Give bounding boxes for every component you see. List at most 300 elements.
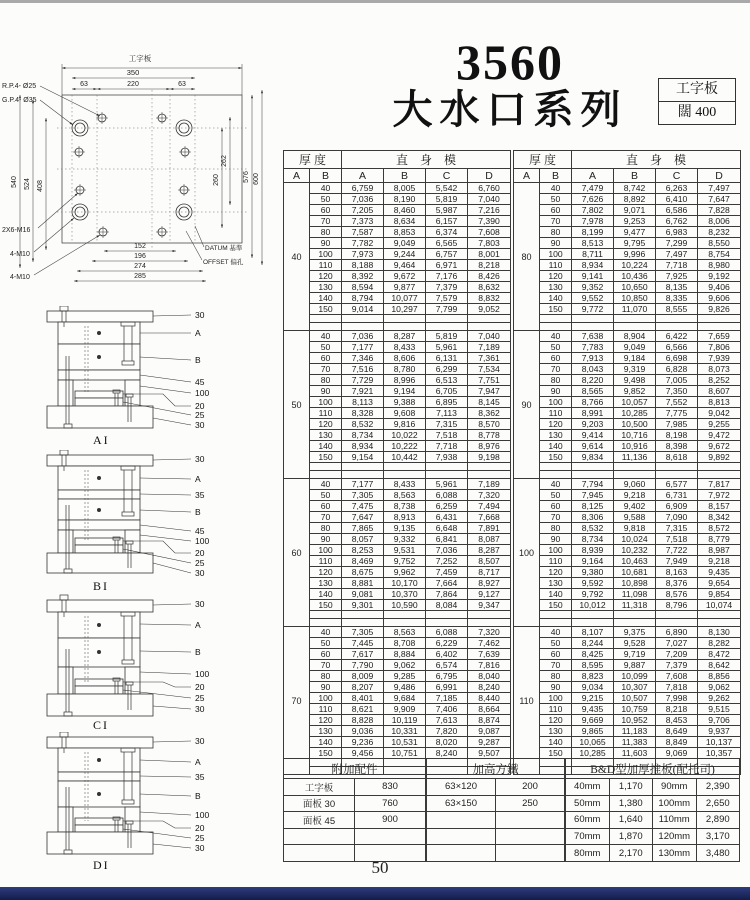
- cell: 10,074: [698, 600, 741, 611]
- col-D: D: [468, 169, 511, 183]
- cell: 100: [540, 693, 572, 704]
- cell: 9,528: [614, 638, 656, 649]
- table-row: [514, 238, 741, 249]
- cell: 10,232: [614, 545, 656, 556]
- cell: 150: [310, 748, 342, 759]
- cell: 7,790: [342, 660, 384, 671]
- cell: 8,145: [468, 397, 511, 408]
- cell: 120: [310, 419, 342, 430]
- cell: 40: [540, 479, 572, 490]
- cell: 7,373: [342, 216, 384, 227]
- cell: 8,073: [698, 364, 741, 375]
- cell: 120: [540, 419, 572, 430]
- cell: 8,335: [656, 293, 698, 304]
- table-row: [566, 828, 740, 845]
- cell: 6,131: [426, 353, 468, 364]
- callout: 45: [195, 526, 205, 536]
- cell: 9,552: [572, 293, 614, 304]
- guide-pin-label: G.P.4- Ø35: [2, 97, 37, 104]
- cell: 110: [310, 260, 342, 271]
- cell: 40: [310, 627, 342, 638]
- cell: 7,459: [426, 567, 468, 578]
- table-row: [514, 375, 741, 386]
- cell: 50: [310, 342, 342, 353]
- cell: 120: [310, 715, 342, 726]
- cell: [496, 845, 565, 862]
- table-row: [514, 386, 741, 397]
- cell: 130: [540, 578, 572, 589]
- table-title: 加高方鐵: [427, 759, 565, 779]
- cell: 6,586: [656, 205, 698, 216]
- cell: 6,760: [468, 183, 511, 194]
- cell: 工字板: [284, 779, 355, 796]
- cell: 7,794: [572, 479, 614, 490]
- section-name: DI: [93, 858, 110, 872]
- callout: 25: [195, 410, 205, 420]
- spacer-row: [284, 463, 511, 471]
- dim-152: 152: [134, 243, 146, 250]
- cell: 7,177: [342, 479, 384, 490]
- cell: 6,229: [426, 638, 468, 649]
- cell: 6,566: [656, 342, 698, 353]
- cell: 7,783: [572, 342, 614, 353]
- table-row: [514, 293, 741, 304]
- table-row: [284, 183, 511, 194]
- cell: 5,819: [426, 331, 468, 342]
- cell: 7,820: [426, 726, 468, 737]
- table-row: [514, 282, 741, 293]
- page-number: 50: [371, 858, 389, 877]
- section-drawing-AI: [25, 306, 270, 451]
- cell: 8,532: [572, 523, 614, 534]
- cell: 6,410: [656, 194, 698, 205]
- cell: 8,043: [572, 364, 614, 375]
- cell: 10,022: [384, 430, 426, 441]
- cell: 9,684: [384, 693, 426, 704]
- callout: 25: [195, 833, 205, 843]
- table-row: [514, 737, 741, 748]
- cell: 7,445: [342, 638, 384, 649]
- cell: 7,209: [656, 649, 698, 660]
- table-row: [284, 556, 511, 567]
- cell: 7,729: [342, 375, 384, 386]
- callout: 35: [195, 772, 205, 782]
- cell: 130: [540, 282, 572, 293]
- callout: 100: [195, 669, 210, 679]
- table-row: [566, 845, 740, 862]
- col-a: A: [514, 169, 540, 183]
- cell: 110: [540, 704, 572, 715]
- table-row: [514, 249, 741, 260]
- cell: 120: [540, 715, 572, 726]
- cell: 8,621: [342, 704, 384, 715]
- cell: 7,315: [656, 523, 698, 534]
- dim-576: 576: [243, 171, 250, 183]
- cell: 9,236: [342, 737, 384, 748]
- cell: 8,282: [698, 638, 741, 649]
- cell: 7,189: [468, 342, 511, 353]
- cell: 9,498: [614, 375, 656, 386]
- section-drawing-BI: [25, 450, 270, 595]
- cell: 1,380: [609, 795, 653, 812]
- cell: 8,632: [468, 282, 511, 293]
- cell: 9,706: [698, 715, 741, 726]
- table-row: [514, 567, 741, 578]
- cell: 7,626: [572, 194, 614, 205]
- cell: 9,164: [572, 556, 614, 567]
- table-row: [284, 364, 511, 375]
- cell: 7,939: [698, 353, 741, 364]
- cell: 130mm: [653, 845, 697, 862]
- cell: 10,531: [384, 737, 426, 748]
- cell: 6,299: [426, 364, 468, 375]
- cell: 8,642: [698, 660, 741, 671]
- callout: 30: [195, 599, 205, 609]
- cell: 8,563: [384, 490, 426, 501]
- cell: 7,390: [468, 216, 511, 227]
- cell: 8,996: [384, 375, 426, 386]
- dim-408: 408: [37, 180, 44, 192]
- cell: 150: [540, 304, 572, 315]
- table-row: [514, 419, 741, 430]
- cell: 8,433: [384, 479, 426, 490]
- cell: 8,220: [572, 375, 614, 386]
- cell: [284, 845, 355, 862]
- cell: 10,850: [614, 293, 656, 304]
- cell: 760: [355, 795, 426, 812]
- table-row: [284, 331, 511, 342]
- cell: 140: [540, 293, 572, 304]
- cell: 6,422: [656, 331, 698, 342]
- cell: 8,433: [384, 342, 426, 353]
- table-row: [566, 795, 740, 812]
- cell: 7,036: [426, 545, 468, 556]
- cell: 110: [310, 556, 342, 567]
- cell: 1,870: [609, 828, 653, 845]
- cell: 9,818: [614, 523, 656, 534]
- callout: 30: [195, 420, 205, 430]
- cell: 9,877: [384, 282, 426, 293]
- cell: 6,648: [426, 523, 468, 534]
- cell: 100: [310, 545, 342, 556]
- cell: 8,780: [384, 364, 426, 375]
- thickness-a-cell: 80: [514, 183, 540, 331]
- cell: 10,650: [614, 282, 656, 293]
- cell: 9,672: [698, 441, 741, 452]
- cell: 9,402: [614, 501, 656, 512]
- cell: 70: [540, 216, 572, 227]
- spacer-row: [514, 323, 741, 331]
- cell: 90: [310, 386, 342, 397]
- cell: 7,497: [698, 183, 741, 194]
- cell: 9,388: [384, 397, 426, 408]
- cell: 40: [540, 183, 572, 194]
- cell: 8,157: [698, 501, 741, 512]
- table-row: [514, 501, 741, 512]
- section-drawing-CI: [25, 594, 270, 736]
- cell: 8,472: [698, 649, 741, 660]
- cell: 10,590: [384, 600, 426, 611]
- table-row: [514, 479, 741, 490]
- table-row: [284, 452, 511, 463]
- table-title: B&D型加厚推板(配托司): [566, 759, 740, 779]
- cell: 10,463: [614, 556, 656, 567]
- cell: 8,779: [698, 534, 741, 545]
- thickness-a-cell: 100: [514, 479, 540, 627]
- cell: 9,486: [384, 682, 426, 693]
- cell: 8,832: [468, 293, 511, 304]
- table-row: [284, 812, 426, 829]
- cell: 8,934: [342, 441, 384, 452]
- cell: 9,592: [572, 578, 614, 589]
- cell: 8,576: [656, 589, 698, 600]
- cell: 10,442: [384, 452, 426, 463]
- cell: 9,049: [614, 342, 656, 353]
- cell: 7,664: [426, 578, 468, 589]
- table-row: [514, 638, 741, 649]
- cell: 80: [540, 671, 572, 682]
- cell: 90: [540, 682, 572, 693]
- cell: 11,183: [614, 726, 656, 737]
- cell: 150: [310, 452, 342, 463]
- cell: 9,034: [572, 682, 614, 693]
- cell: 8,754: [698, 249, 741, 260]
- cell: 10,751: [384, 748, 426, 759]
- bd-thick-plate-table: [565, 758, 740, 862]
- cell: 8,664: [468, 704, 511, 715]
- cell: 90mm: [653, 779, 697, 796]
- cell: 8,005: [384, 183, 426, 194]
- table-row: [284, 638, 511, 649]
- cell: 2,890: [696, 812, 740, 829]
- cell: 7,350: [656, 386, 698, 397]
- cell: 3,170: [696, 828, 740, 845]
- cell: 8,253: [342, 545, 384, 556]
- cell: 150: [310, 600, 342, 611]
- cell: 900: [355, 812, 426, 829]
- cell: 140: [310, 293, 342, 304]
- m16-screws-label: 2X6-M16: [2, 227, 31, 234]
- cell: 6,909: [656, 501, 698, 512]
- cell: 8,426: [468, 271, 511, 282]
- cell: 100mm: [653, 795, 697, 812]
- cell: 9,052: [468, 304, 511, 315]
- cell: [284, 828, 355, 845]
- cell: 10,099: [614, 671, 656, 682]
- cell: 9,285: [384, 671, 426, 682]
- table-row: [514, 600, 741, 611]
- cell: 8,927: [468, 578, 511, 589]
- series-number: 3560: [456, 34, 564, 90]
- table-row: [284, 534, 511, 545]
- cell: 8,218: [656, 704, 698, 715]
- cell: 7,617: [342, 649, 384, 660]
- cell: 9,332: [384, 534, 426, 545]
- cell: 7,305: [342, 490, 384, 501]
- cell: 7,828: [698, 205, 741, 216]
- cell: 7,518: [426, 430, 468, 441]
- cell: [355, 828, 426, 845]
- cell: 8,794: [342, 293, 384, 304]
- cell: 2,390: [696, 779, 740, 796]
- section-name: BI: [93, 579, 109, 593]
- cell: 7,205: [342, 205, 384, 216]
- plate-top-label: 工字板: [128, 54, 152, 63]
- cell: 8,572: [698, 523, 741, 534]
- cell: 10,285: [572, 748, 614, 759]
- cell: 面板 30: [284, 795, 355, 812]
- cell: 8,001: [468, 249, 511, 260]
- callout: 20: [195, 682, 205, 692]
- table-row: [514, 342, 741, 353]
- cell: 8,252: [698, 375, 741, 386]
- section-drawing-DI: [25, 732, 270, 880]
- cell: 9,135: [384, 523, 426, 534]
- table-row: [284, 545, 511, 556]
- cell: 7,925: [656, 271, 698, 282]
- plan-view-drawing: [2, 30, 275, 310]
- table-row: [284, 682, 511, 693]
- table-row: [427, 845, 565, 862]
- cell: 120: [310, 271, 342, 282]
- cell: 8,469: [342, 556, 384, 567]
- cell: 9,014: [342, 304, 384, 315]
- guide-pin-holes: [72, 120, 192, 220]
- m10-screws-label-1: 4-M10: [10, 251, 30, 258]
- cell: 100: [540, 545, 572, 556]
- cell: 9,752: [384, 556, 426, 567]
- cell: 110mm: [653, 812, 697, 829]
- cell: 9,515: [698, 704, 741, 715]
- cell: [427, 828, 496, 845]
- cell: 9,060: [614, 479, 656, 490]
- cell: 7,817: [698, 479, 741, 490]
- table-row: [284, 194, 511, 205]
- cell: 7,799: [426, 304, 468, 315]
- cell: 8,717: [468, 567, 511, 578]
- cell: 10,681: [614, 567, 656, 578]
- cell: 80: [310, 523, 342, 534]
- cell: 8,881: [342, 578, 384, 589]
- cell: 6,991: [426, 682, 468, 693]
- table-row: [284, 353, 511, 364]
- cell: 6,762: [656, 216, 698, 227]
- col-D: D: [698, 169, 741, 183]
- cell: 60: [540, 649, 572, 660]
- cell: 8,376: [656, 578, 698, 589]
- cell: 8,020: [426, 737, 468, 748]
- callout: 35: [195, 490, 205, 500]
- callout: 20: [195, 401, 205, 411]
- return-pin-label: R.P.4- Ø25: [2, 83, 37, 90]
- cell: 7,659: [698, 331, 741, 342]
- cell: 80: [310, 671, 342, 682]
- cell: 9,087: [468, 726, 511, 737]
- cell: 9,608: [384, 408, 426, 419]
- cell: 9,414: [572, 430, 614, 441]
- cell: 50: [310, 638, 342, 649]
- dim-262: 262: [221, 155, 228, 167]
- cell: 9,319: [614, 364, 656, 375]
- cell: 40: [310, 183, 342, 194]
- cell: 9,184: [614, 353, 656, 364]
- cell: 7,090: [656, 512, 698, 523]
- cell: 9,962: [384, 567, 426, 578]
- cell: 8,401: [342, 693, 384, 704]
- dim-260: 260: [213, 174, 220, 186]
- scan-bottom-edge: [0, 887, 750, 900]
- callout: A: [195, 620, 201, 630]
- cell: 8,398: [656, 441, 698, 452]
- cell: 9,464: [384, 260, 426, 271]
- table-row: [514, 304, 741, 315]
- cell: 8,532: [342, 419, 384, 430]
- cell: 9,719: [614, 649, 656, 660]
- cell: 8,084: [426, 600, 468, 611]
- cell: 2,650: [696, 795, 740, 812]
- cell: 9,218: [698, 556, 741, 567]
- table-row: [514, 430, 741, 441]
- cell: 8,987: [698, 545, 741, 556]
- callout: 100: [195, 536, 210, 546]
- table-row: [284, 523, 511, 534]
- table-row: [566, 779, 740, 796]
- cell: 50: [310, 490, 342, 501]
- cell: 7,782: [342, 238, 384, 249]
- cell: 8,823: [572, 671, 614, 682]
- cell: 90: [540, 238, 572, 249]
- cell: 40: [540, 331, 572, 342]
- cell: 9,456: [342, 748, 384, 759]
- cell: 10,500: [614, 419, 656, 430]
- cell: 100: [540, 397, 572, 408]
- cell: 9,937: [698, 726, 741, 737]
- cell: 8,287: [468, 545, 511, 556]
- cell: 7,864: [426, 589, 468, 600]
- cell: 80mm: [566, 845, 610, 862]
- cell: 8,675: [342, 567, 384, 578]
- cell: 8,555: [656, 304, 698, 315]
- cell: 8,240: [426, 748, 468, 759]
- spacer-row: [514, 463, 741, 471]
- cell: 7,865: [342, 523, 384, 534]
- cell: 7,775: [656, 408, 698, 419]
- cell: 7,945: [572, 490, 614, 501]
- callout: 25: [195, 558, 205, 568]
- table-row: [284, 386, 511, 397]
- cell: 9,062: [698, 682, 741, 693]
- cell: 9,996: [614, 249, 656, 260]
- cell: 60: [310, 353, 342, 364]
- cell: 90: [310, 682, 342, 693]
- callout: A: [195, 328, 201, 338]
- cell: 11,383: [614, 737, 656, 748]
- col-C: C: [426, 169, 468, 183]
- cell: 50: [540, 490, 572, 501]
- cell: 9,435: [572, 704, 614, 715]
- accessories-table: [283, 758, 426, 862]
- straight-mold-header: 直 身 模: [342, 151, 511, 169]
- spec-box-plate: 工字板: [659, 79, 735, 102]
- spacer-row: [514, 619, 741, 627]
- cell: 8,708: [384, 638, 426, 649]
- cell: 63×120: [427, 779, 496, 796]
- straight-mold-header: 直 身 模: [572, 151, 741, 169]
- spec-box: [658, 78, 736, 125]
- table-row: [284, 578, 511, 589]
- header-row: [284, 759, 426, 779]
- cell: 9,507: [468, 748, 511, 759]
